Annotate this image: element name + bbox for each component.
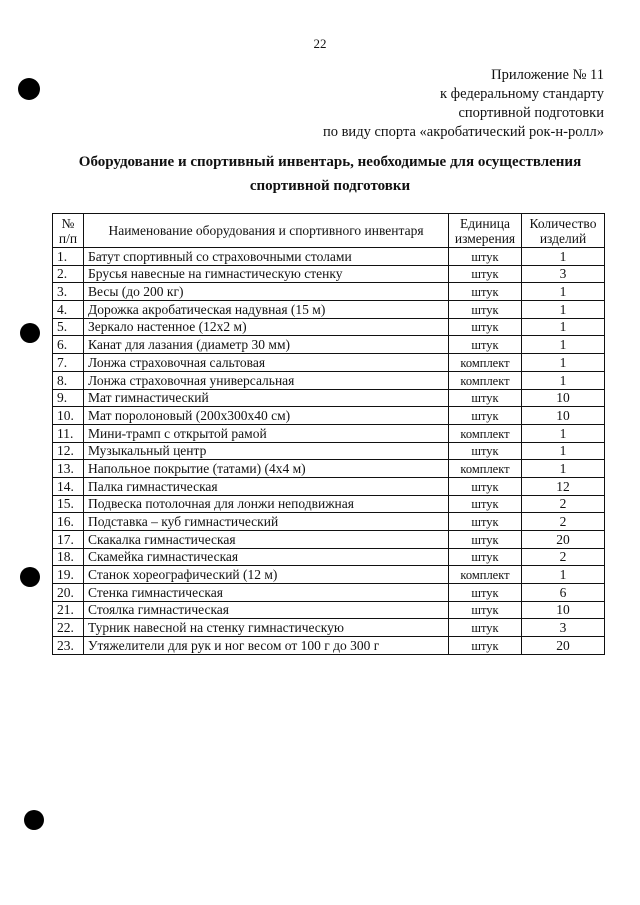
row-quantity: 1 [522, 442, 605, 460]
table-row [53, 637, 605, 655]
header-name: Наименование оборудования и спортивного инвентаря [84, 214, 449, 248]
row-item-name: Палка гимнастическая [84, 477, 449, 495]
row-quantity: 1 [522, 354, 605, 372]
title-line: Оборудование и спортивный инвентарь, необходимые для осуществления [78, 154, 582, 170]
row-item-name: Зеркало настенное (12х2 м) [84, 318, 449, 336]
row-unit: штук [449, 318, 522, 336]
row-unit: штук [449, 637, 522, 655]
punch-hole-mark [20, 567, 40, 587]
row-unit: штук [449, 477, 522, 495]
row-quantity: 2 [522, 548, 605, 566]
row-unit: штук [449, 584, 522, 602]
page-number: 22 [313, 36, 327, 51]
row-item-name: Лонжа страховочная сальтовая [84, 354, 449, 372]
appendix-line: спортивной подготовки [458, 105, 604, 121]
row-item-name: Мини-трамп с открытой рамой [84, 424, 449, 442]
row-quantity: 10 [522, 389, 605, 407]
table-row [53, 265, 605, 283]
row-item-name: Дорожка акробатическая надувная (15 м) [84, 301, 449, 319]
row-number: 7. [53, 354, 84, 372]
row-item-name: Мат гимнастический [84, 389, 449, 407]
table-header-row [53, 214, 605, 248]
row-quantity: 3 [522, 619, 605, 637]
row-quantity: 1 [522, 283, 605, 301]
row-quantity: 1 [522, 460, 605, 478]
row-item-name: Стенка гимнастическая [84, 584, 449, 602]
header-quantity-line1: Количество [529, 215, 597, 231]
table-row [53, 548, 605, 566]
row-unit: штук [449, 495, 522, 513]
row-quantity: 1 [522, 424, 605, 442]
row-quantity: 1 [522, 248, 605, 266]
row-unit: штук [449, 548, 522, 566]
row-quantity: 12 [522, 477, 605, 495]
row-unit: комплект [449, 566, 522, 584]
row-item-name: Станок хореографический (12 м) [84, 566, 449, 584]
row-item-name: Турник навесной на стенку гимнастическую [84, 619, 449, 637]
row-quantity: 10 [522, 601, 605, 619]
punch-hole-mark [18, 78, 40, 100]
header-unit [449, 214, 522, 248]
table-row [53, 601, 605, 619]
row-unit: штук [449, 389, 522, 407]
punch-hole-mark [20, 323, 40, 343]
row-item-name: Музыкальный центр [84, 442, 449, 460]
table-row [53, 407, 605, 425]
row-unit: штук [449, 265, 522, 283]
row-quantity: 1 [522, 566, 605, 584]
header-number-line2: п/п [58, 230, 78, 246]
header-unit-line1: Единица [459, 215, 510, 231]
equipment-table [52, 213, 605, 655]
row-unit: штук [449, 513, 522, 531]
row-number: 10. [53, 407, 84, 425]
row-number: 9. [53, 389, 84, 407]
row-number: 13. [53, 460, 84, 478]
row-unit: штук [449, 248, 522, 266]
row-unit: штук [449, 283, 522, 301]
row-quantity: 20 [522, 531, 605, 549]
row-unit: комплект [449, 460, 522, 478]
row-quantity: 1 [522, 301, 605, 319]
table-row [53, 531, 605, 549]
row-item-name: Скакалка гимнастическая [84, 531, 449, 549]
row-number: 8. [53, 371, 84, 389]
row-item-name: Подставка – куб гимнастический [84, 513, 449, 531]
row-unit: штук [449, 601, 522, 619]
header-number [53, 214, 84, 248]
table-row [53, 513, 605, 531]
table-row [53, 248, 605, 266]
row-number: 6. [53, 336, 84, 354]
table-row [53, 424, 605, 442]
row-number: 15. [53, 495, 84, 513]
table-body [53, 248, 605, 655]
appendix-line: к федеральному стандарту [440, 86, 604, 102]
document-title [60, 150, 600, 198]
row-item-name: Напольное покрытие (татами) (4х4 м) [84, 460, 449, 478]
row-quantity: 1 [522, 371, 605, 389]
row-unit: штук [449, 336, 522, 354]
row-unit: штук [449, 301, 522, 319]
row-unit: штук [449, 531, 522, 549]
row-item-name: Мат поролоновый (200х300х40 см) [84, 407, 449, 425]
appendix-line: Приложение № 11 [491, 67, 604, 83]
row-quantity: 2 [522, 513, 605, 531]
table-row [53, 584, 605, 602]
row-quantity: 20 [522, 637, 605, 655]
row-item-name: Стоялка гимнастическая [84, 601, 449, 619]
row-number: 2. [53, 265, 84, 283]
row-item-name: Весы (до 200 кг) [84, 283, 449, 301]
row-quantity: 6 [522, 584, 605, 602]
row-item-name: Лонжа страховочная универсальная [84, 371, 449, 389]
punch-hole-mark [24, 810, 44, 830]
header-unit-line2: измерения [454, 230, 516, 246]
row-item-name: Батут спортивный со страховочными столами [84, 248, 449, 266]
table-row [53, 442, 605, 460]
row-item-name: Подвеска потолочная для лонжи неподвижная [84, 495, 449, 513]
row-number: 16. [53, 513, 84, 531]
title-line: спортивной подготовки [249, 178, 411, 194]
table-row [53, 371, 605, 389]
table-row [53, 495, 605, 513]
table-row [53, 283, 605, 301]
row-number: 20. [53, 584, 84, 602]
row-number: 19. [53, 566, 84, 584]
row-number: 21. [53, 601, 84, 619]
table-row [53, 460, 605, 478]
table-row [53, 318, 605, 336]
row-unit: штук [449, 407, 522, 425]
row-quantity: 1 [522, 336, 605, 354]
appendix-line: по виду спорта «акробатический рок-н-ролл» [322, 124, 604, 140]
row-quantity: 1 [522, 318, 605, 336]
row-unit: комплект [449, 371, 522, 389]
row-number: 3. [53, 283, 84, 301]
table-row [53, 301, 605, 319]
row-unit: штук [449, 619, 522, 637]
appendix-header [323, 66, 604, 142]
table-row [53, 389, 605, 407]
row-item-name: Скамейка гимнастическая [84, 548, 449, 566]
row-quantity: 10 [522, 407, 605, 425]
row-number: 11. [53, 424, 84, 442]
row-unit: комплект [449, 354, 522, 372]
table-row [53, 354, 605, 372]
row-item-name: Канат для лазания (диаметр 30 мм) [84, 336, 449, 354]
row-item-name: Брусья навесные на гимнастическую стенку [84, 265, 449, 283]
header-quantity [522, 214, 605, 248]
row-number: 4. [53, 301, 84, 319]
table-row [53, 619, 605, 637]
row-number: 22. [53, 619, 84, 637]
row-number: 14. [53, 477, 84, 495]
row-quantity: 2 [522, 495, 605, 513]
row-number: 17. [53, 531, 84, 549]
row-number: 1. [53, 248, 84, 266]
row-quantity: 3 [522, 265, 605, 283]
row-number: 12. [53, 442, 84, 460]
header-quantity-line2: изделий [539, 230, 587, 246]
table-row [53, 336, 605, 354]
table-row [53, 477, 605, 495]
header-number-line1: № [61, 215, 75, 231]
row-unit: штук [449, 442, 522, 460]
row-item-name: Утяжелители для рук и ног весом от 100 г до 300 г [84, 637, 449, 655]
table-row [53, 566, 605, 584]
row-number: 18. [53, 548, 84, 566]
row-unit: комплект [449, 424, 522, 442]
row-number: 23. [53, 637, 84, 655]
row-number: 5. [53, 318, 84, 336]
